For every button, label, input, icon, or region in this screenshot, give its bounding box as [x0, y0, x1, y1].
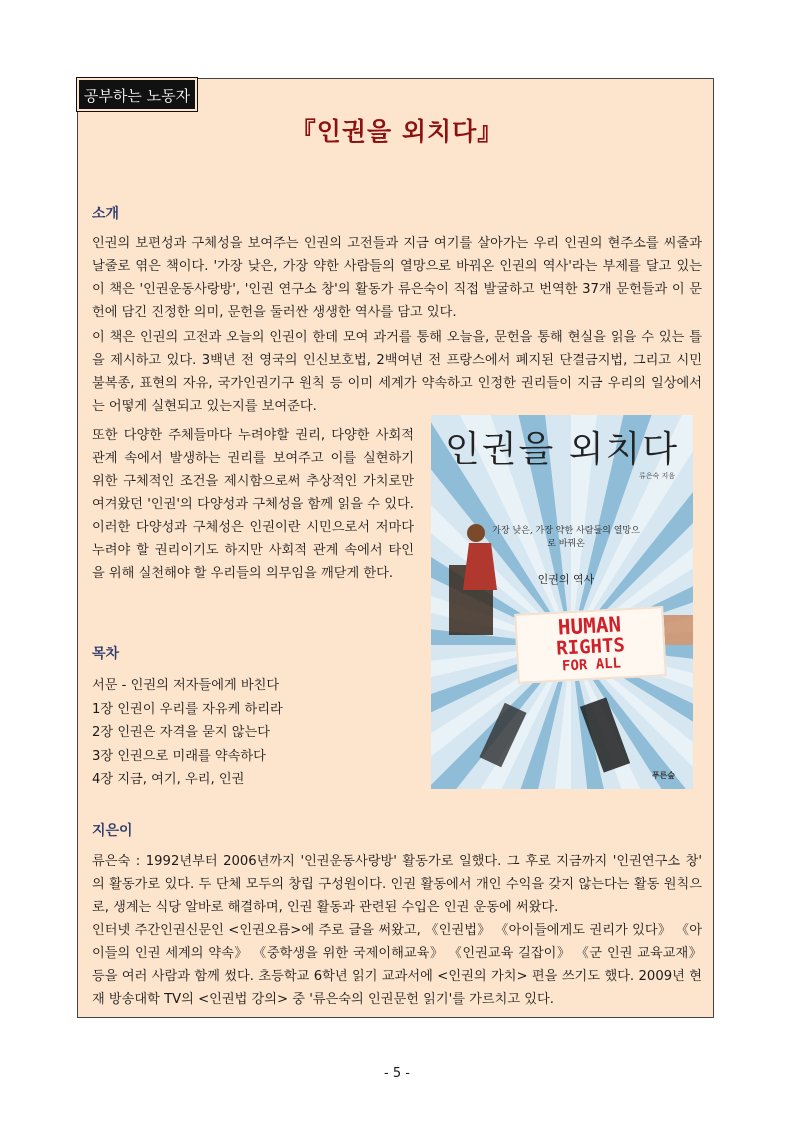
toc-heading: 목차 [92, 646, 120, 662]
sign-line-1: HUMAN [557, 612, 622, 640]
intro-paragraph-3: 또한 다양한 주체들마다 누려야할 권리, 다양한 사회적 관계 속에서 발생하는 권리를 보여주고 이를 실현하기 위한 구체적인 조건을 제시함으로써 추상적인 가치로만 여겨왔던 '인권'의 다양성과 구체성을 함께 읽을 수 있다. 이러한 다양성과 구체성은 인권이란 시민으로서 저마다 누려야 할 권리이기도 하지만 사회적 관계 속에서 타인을 위해 실천해야 할 우리들의 의무임을 깨닫게 한다. [92, 428, 414, 581]
sign-line-3: FOR ALL [561, 655, 622, 675]
author-bio [92, 850, 702, 1011]
cover-subtitle-2: 인권의 역사 [537, 573, 595, 586]
toc-item: 4장 지금, 여기, 우리, 인권 [92, 772, 245, 787]
toc-item: 3장 인권으로 미래를 약속하다 [92, 748, 266, 764]
toc-item: 1장 인권이 우리를 자유케 하리라 [92, 701, 283, 717]
sign-line-2: RIGHTS [555, 634, 626, 660]
cover-title: 인권을 외치다 [444, 429, 680, 470]
cover-publisher: 푸른숲 [651, 771, 675, 780]
human-rights-sign [514, 606, 666, 684]
toc-list [92, 674, 283, 792]
author-heading: 지은이 [92, 823, 133, 839]
intro-paragraph-1: 인권의 보편성과 구체성을 보여주는 인권의 고전들과 지금 여기를 살아가는 우리 인권의 현주소를 씨줄과 날줄로 엮은 책이다. '가장 낮은, 가장 약한 사람들의 열망으로 바꿔온 인권의 역사'라는 부제를 달고 있는 이 책은 '인권운동사랑방', '인권 연구소 창'의 활동가 류은숙이 직접 발굴하고 번역한 37개 문헌들과 이 문헌에 담긴 진정한 의미, 문헌을 둘러싼 생생한 역사를 담고 있다. [92, 236, 702, 320]
page-number: - 5 - [384, 1066, 410, 1081]
intro-heading: 소개 [92, 206, 120, 222]
cover-subtitle: 가장 낮은, 가장 약한 사람들의 열망으로 바꿔온 [492, 526, 640, 549]
author-bio-para-1: 류은숙 : 1992년부터 2006년까지 '인권운동사랑방' 활동가로 일했다. 그 후로 지금까지 '인권연구소 창' 의 활동가로 있다. 두 단체 모두의 창립 구성원이다. 인권 활동에서 개인 수익을 갖지 않는다는 활동 원칙으로, 생계는 식당 알바로 해결하며, 인권 활동과 관련된 수입은 인권 운동에 써왔다. [92, 854, 702, 915]
author-bio-para-2: 인터넷 주간인권신문인 <인권오름>에 주로 글을 써왔고, 《인권법》 《아이들에게도 권리가 있다》 《아이들의 인권 세계의 약속》 《중학생을 위한 국제이해교육》 《인권교육 길잡이》 《군 인권 교육교재》 등을 여러 사람과 함께 썼다. 초등학교 6학년 읽기 교과서에 <인권의 가치> 편을 쓰기도 했다. 2009년 현재 방송대학 TV의 <인권법 강의> 중 '류은숙의 인권문헌 읽기'를 가르치고 있다. [92, 923, 702, 1007]
section-tag: 공부하는 노동자 [77, 78, 197, 111]
toc-item: 서문 - 인권의 저자들에게 바친다 [92, 678, 280, 693]
intro-paragraph-2: 이 책은 인권의 고전과 오늘의 인권이 한데 모여 과거를 통해 오늘을, 문헌을 통해 현실을 읽을 수 있는 틀을 제시하고 있다. 3백년 전 영국의 인신보호법, 2백여년 전 프랑스에서 폐지된 단결금지법, 그리고 시민 불복종, 표현의 자유, 국가인권기구 원칙 등 이미 세계가 약속하고 인정한 권리들이 지금 우리의 일상에서는 어떻게 실현되고 있는지를 보여준다. [92, 330, 702, 414]
toc-item: 2장 인권은 자격을 묻지 않는다 [92, 725, 271, 740]
book-cover [431, 415, 693, 789]
cover-author: 류은숙 지음 [638, 472, 675, 480]
page-title: 『인권을 외치다』 [290, 117, 504, 146]
